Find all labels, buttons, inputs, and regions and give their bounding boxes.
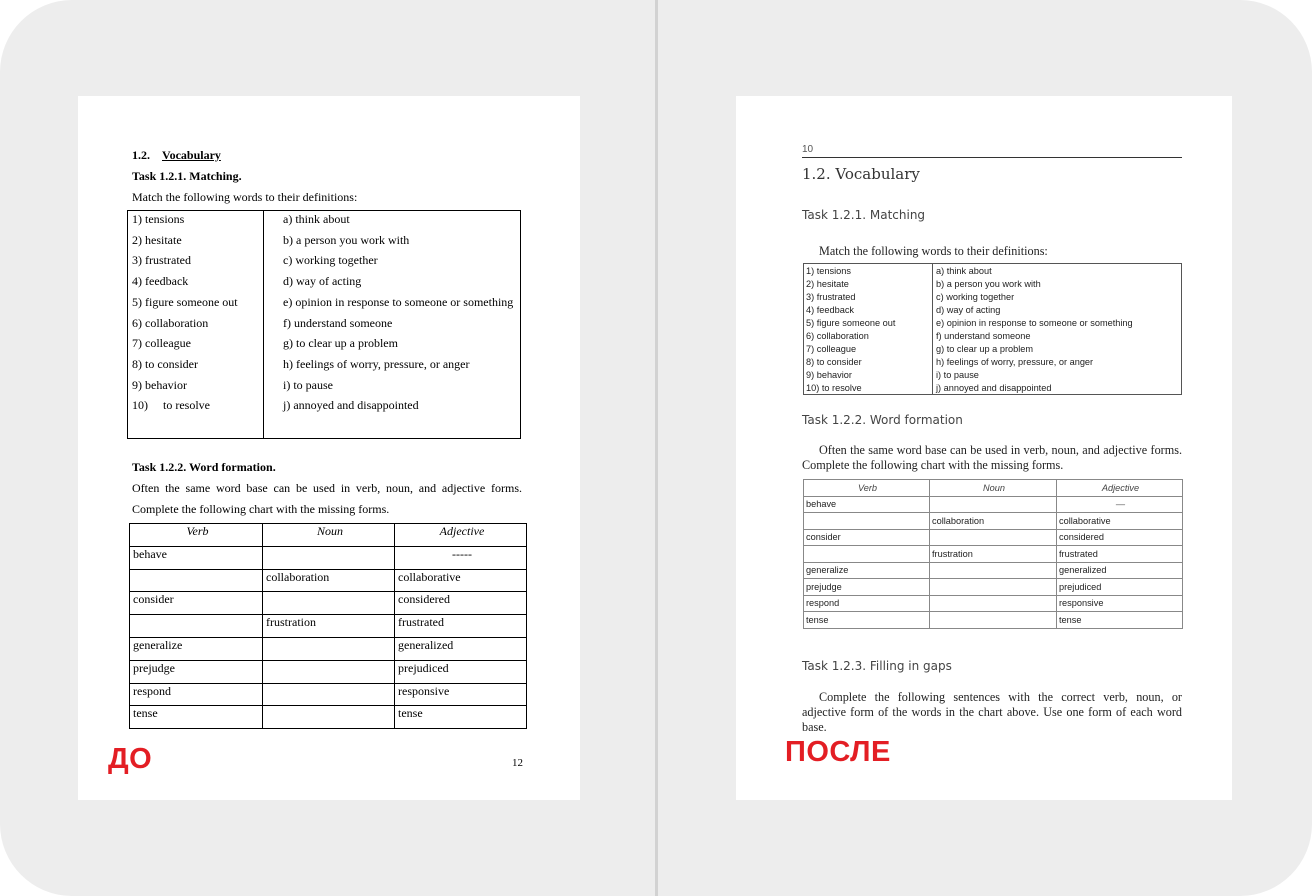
task2-title: Task 1.2.2. Word formation. xyxy=(132,460,276,474)
matching-row: 7) colleague g) to clear up a problem xyxy=(806,344,1034,354)
matching-row: 10) to resolve j) annoyed and disappointed xyxy=(132,398,419,412)
section-heading xyxy=(132,148,221,163)
task2-text: Often the same word base can be used in verb, noun, and adjective forms. Complete the following chart with the missing forms. xyxy=(802,443,1182,472)
header-rule xyxy=(802,157,1182,158)
matching-row: 2) hesitate b) a person you work with xyxy=(132,233,410,247)
table-row: frustration frustrated xyxy=(130,615,527,638)
table-row: generalize generalized xyxy=(130,637,527,660)
matching-row: 2) hesitate b) a person you work with xyxy=(806,279,1041,289)
task2-title: Task 1.2.2. Word formation xyxy=(802,413,963,427)
table-row: consider considered xyxy=(130,592,527,615)
matching-row: 1) tensions a) think about xyxy=(132,212,350,226)
matching-row: 1) tensions a) think about xyxy=(806,266,992,276)
task1-title: Task 1.2.1. Matching. xyxy=(132,169,242,183)
matching-table xyxy=(803,263,1182,395)
page-number: 12 xyxy=(512,757,523,769)
header-adjective: Adjective xyxy=(1057,480,1183,497)
after-page xyxy=(736,96,1232,800)
section-number: 1.2. xyxy=(132,148,150,162)
word-formation-table xyxy=(129,523,527,729)
section-title: Vocabulary xyxy=(162,148,221,162)
table-row: prejudge prejudiced xyxy=(130,660,527,683)
section-title: 1.2. Vocabulary xyxy=(802,165,920,183)
word-formation-table xyxy=(803,479,1183,629)
matching-row: 9) behavior i) to pause xyxy=(806,370,979,380)
table-row: collaboration collaborative xyxy=(130,569,527,592)
before-page xyxy=(78,96,580,800)
table-row: tense tense xyxy=(130,706,527,729)
table-row: respond responsive xyxy=(130,683,527,706)
header-noun: Noun xyxy=(263,524,395,547)
matching-table xyxy=(127,210,521,439)
matching-row: 6) collaboration f) understand someone xyxy=(132,316,393,330)
matching-row: 3) frustrated c) working together xyxy=(132,253,378,267)
matching-row: 4) feedback d) way of acting xyxy=(132,274,362,288)
table-row: consider considered xyxy=(804,529,1183,546)
matching-row: 4) feedback d) way of acting xyxy=(806,305,1001,315)
table-row: behave — xyxy=(804,496,1183,513)
matching-row: 10) to resolve j) annoyed and disappointed xyxy=(806,383,1052,393)
task2-line-1: Often the same word base can be used in verb, noun, and adjective forms. xyxy=(132,481,522,495)
table-row: respond responsive xyxy=(804,595,1183,612)
header-verb: Verb xyxy=(130,524,263,547)
task1-instruction: Match the following words to their definitions: xyxy=(132,190,358,204)
task1-instruction: Match the following words to their definitions: xyxy=(819,244,1048,258)
header-adjective: Adjective xyxy=(395,524,527,547)
table-row: prejudge prejudiced xyxy=(804,579,1183,596)
before-label: ДО xyxy=(108,743,153,775)
task2-line-2: Complete the following chart with the missing forms. xyxy=(132,502,390,516)
header-noun: Noun xyxy=(930,480,1057,497)
matching-row: 8) to consider h) feelings of worry, pressure, or anger xyxy=(132,357,470,371)
table-row: tense tense xyxy=(804,612,1183,629)
matching-row: 6) collaboration f) understand someone xyxy=(806,331,1031,341)
task3-text: Complete the following sentences with the correct verb, noun, or adjective form of the words in the chart above. Use one form of each word base. xyxy=(802,690,1182,734)
matching-row: 5) figure someone out e) opinion in response to someone or something xyxy=(132,295,514,309)
header-verb: Verb xyxy=(804,480,930,497)
matching-row: 8) to consider h) feelings of worry, pressure, or anger xyxy=(806,357,1094,367)
matching-row: 3) frustrated c) working together xyxy=(806,292,1015,302)
after-label: ПОСЛЕ xyxy=(785,736,891,768)
page-number: 10 xyxy=(802,144,814,155)
task3-title: Task 1.2.3. Filling in gaps xyxy=(802,659,952,673)
table-row: frustration frustrated xyxy=(804,546,1183,563)
task1-title: Task 1.2.1. Matching xyxy=(802,208,926,222)
matching-row: 9) behavior i) to pause xyxy=(132,378,333,392)
table-header-row xyxy=(130,524,527,547)
matching-row: 7) colleague g) to clear up a problem xyxy=(132,336,398,350)
table-row: behave ----- xyxy=(130,546,527,569)
table-row: generalize generalized xyxy=(804,562,1183,579)
table-header-row xyxy=(804,480,1183,497)
matching-row: 5) figure someone out e) opinion in response to someone or something xyxy=(806,318,1133,328)
table-row: collaboration collaborative xyxy=(804,513,1183,530)
